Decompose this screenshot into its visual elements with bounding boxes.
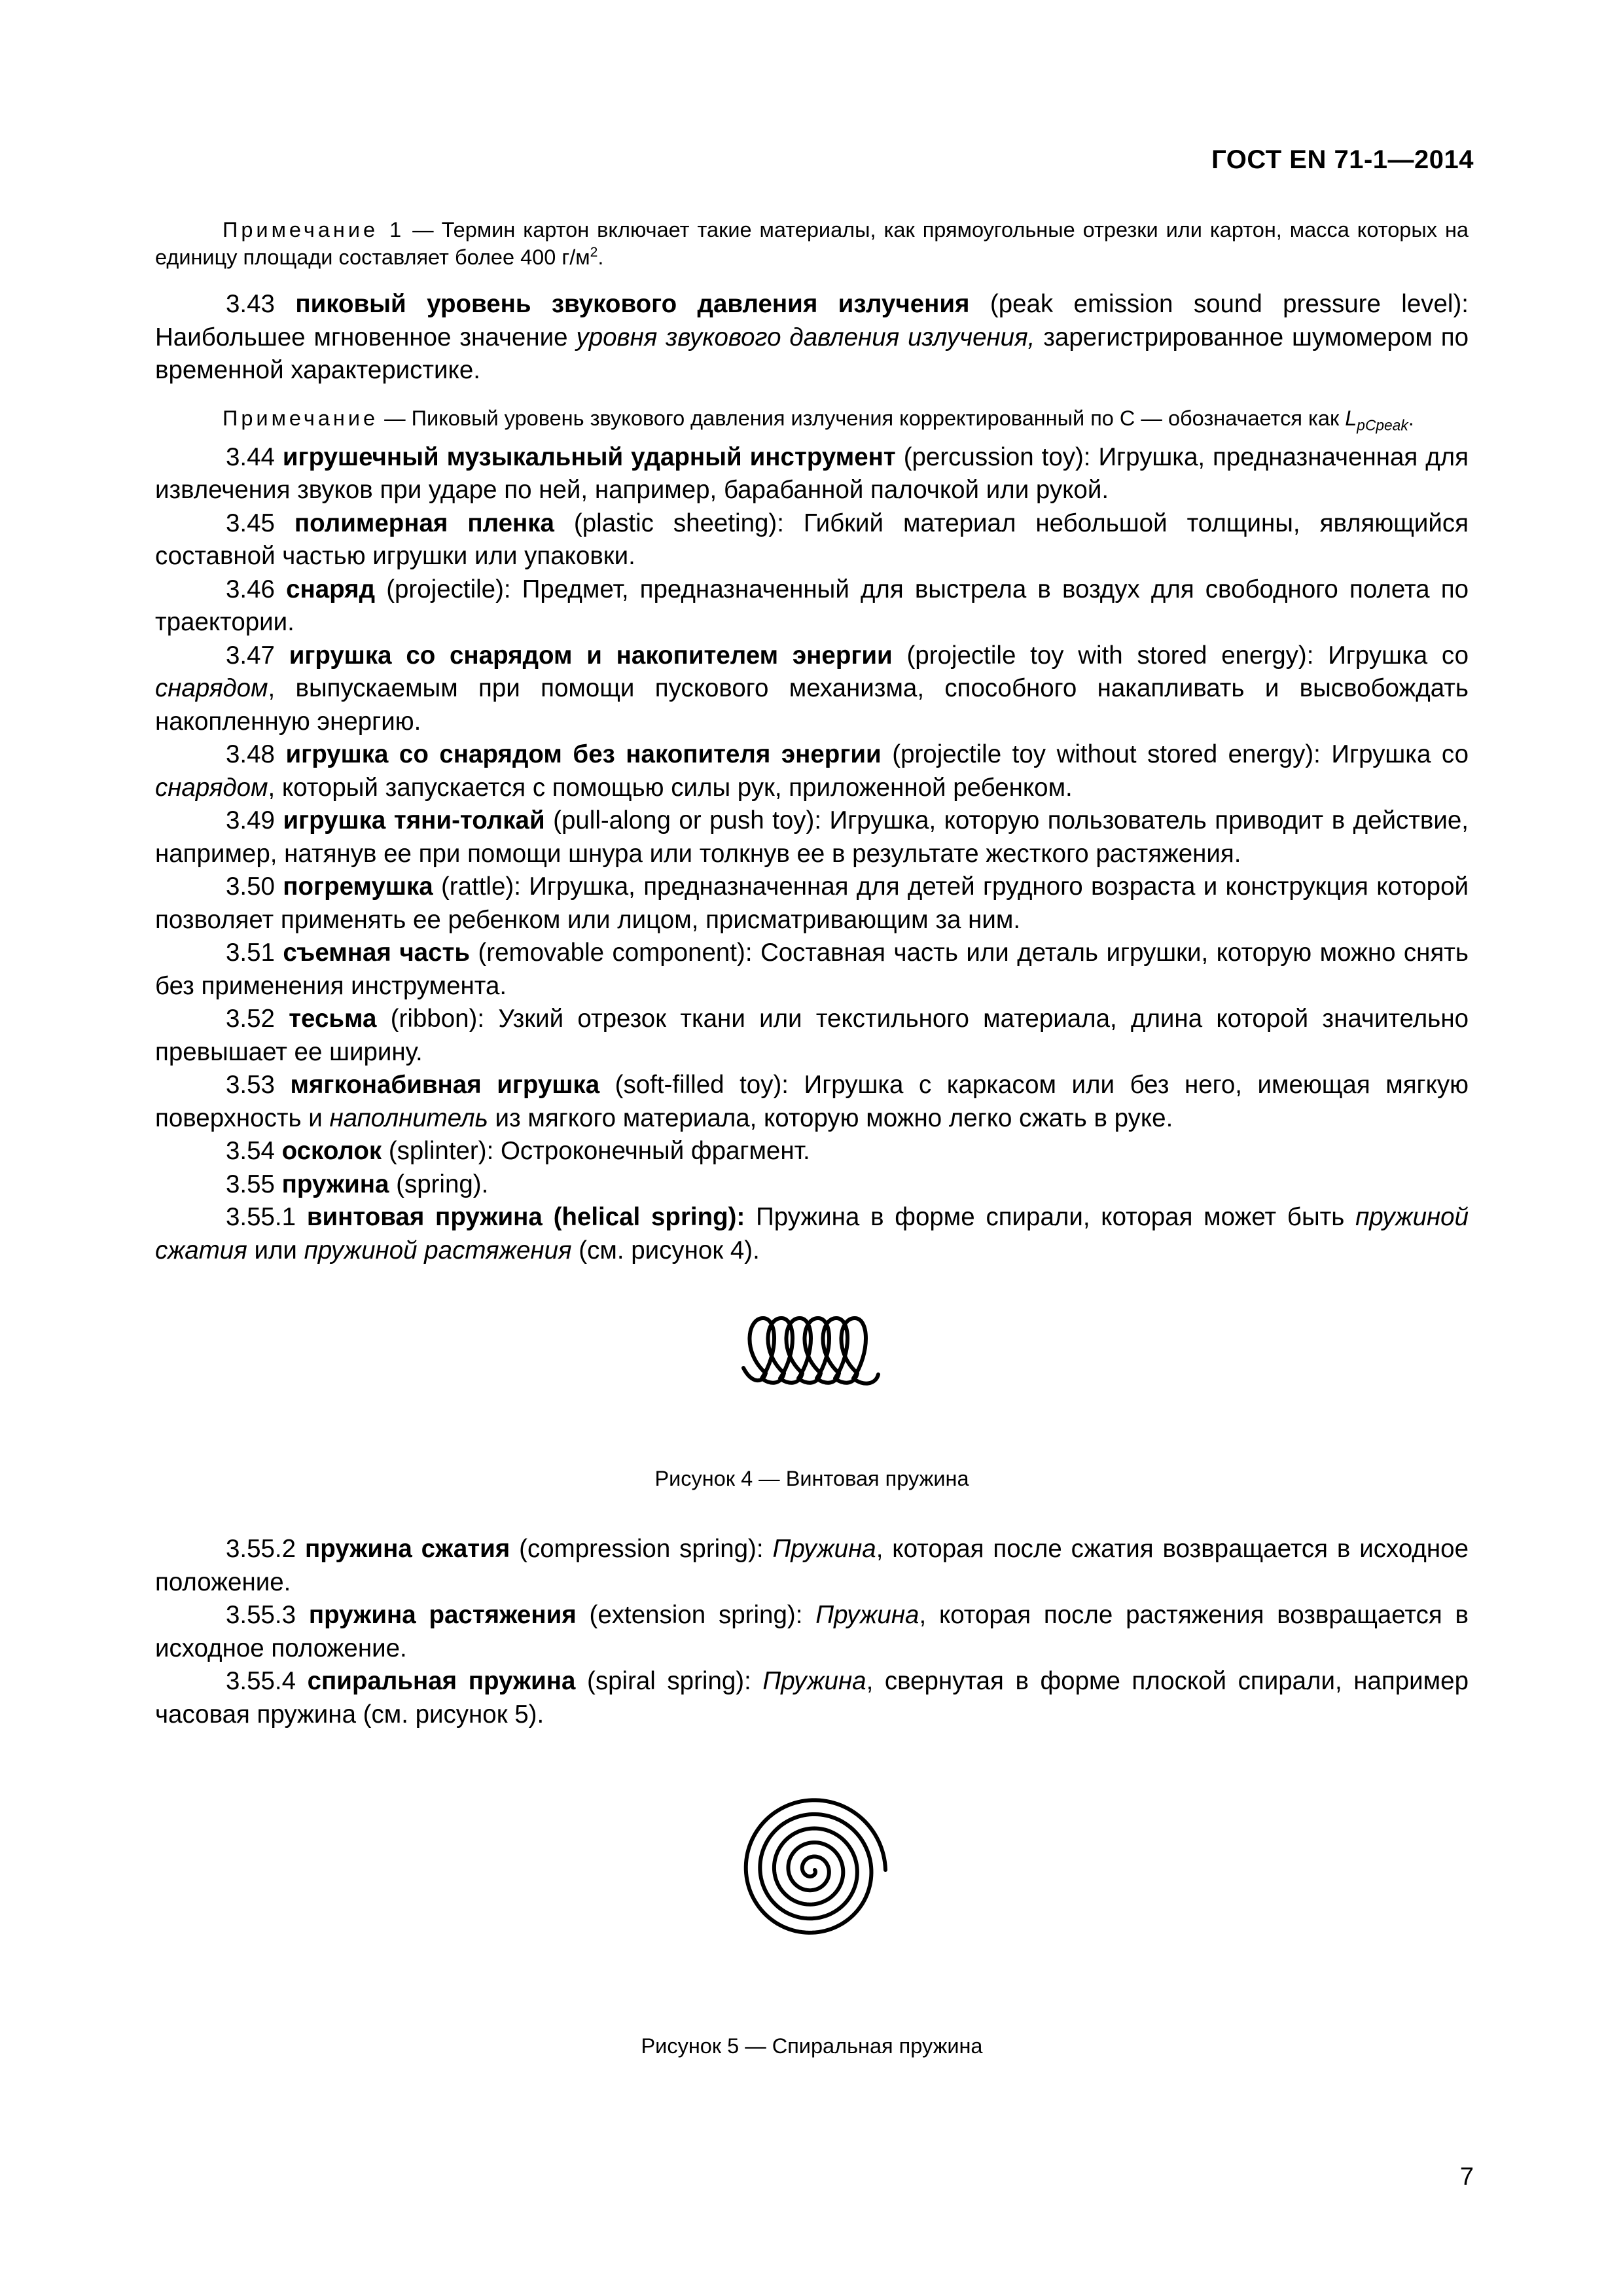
definition-3-55-4: 3.55.4 спиральная пружина (spiral spring): Пружина, свернутая в форме плоской спирали, например часовая пружина (см. рисунок 5).: [155, 1667, 1469, 1729]
term: игрушечный музыкальный ударный инструмент: [282, 442, 896, 471]
definition-3-55: 3.55 пружина (spring).: [226, 1170, 489, 1198]
definition-3-50: 3.50 погремушка (rattle): Игрушка, предназначенная для детей грудного возраста и конструкция которой позволяет применять ее ребенком или лицом, присматривающим за ним.: [155, 872, 1469, 934]
term: спиральная пружина: [307, 1667, 576, 1695]
definition-3-49: 3.49 игрушка тяни-толкай (pull-along or push toy): Игрушка, которую пользователь приводит в действие, например, натянув ее при помощи шнура или толкнув ее в результате жесткого растяжения.: [155, 806, 1469, 868]
definition-3-46: 3.46 снаряд (projectile): Предмет, предназначенный для выстрела в воздух для свободного полета по траектории.: [155, 575, 1469, 636]
note-1: Примечание 1 — Термин картон включает такие материалы, как прямоугольные отрезки или картон, масса которых на единицу площади составляет более 400 $г/м^2$.: [155, 218, 1469, 269]
note-2: Примечание — Пиковый уровень звукового давления излучения корректированный по С — обозначается как $L_{pCpeak}$.: [223, 406, 1414, 433]
term: погремушка: [283, 872, 433, 901]
definition-3-47: 3.47 игрушка со снарядом и накопителем энергии (projectile toy with stored energy): Игрушка со снарядом, выпускаемым при помощи пускового механизма, способного накапливать и высвобождать накопленную энергию.: [155, 641, 1469, 736]
term: пиковый уровень звукового давления излучения: [295, 290, 970, 318]
definition-3-52: 3.52 тесьма (ribbon): Узкий отрезок ткани или текстильного материала, длина которой значительно превышает ее ширину.: [155, 1005, 1469, 1066]
definition-3-43: 3.43 пиковый уровень звукового давления излучения (peak emission sound pressure level): Наибольшее мгновенное значение уровня звукового давления излучения, зарегистрированное шумомером по временной характеристике.: [155, 290, 1469, 384]
term: съемная часть: [283, 939, 471, 967]
helical-spring-drawing: [724, 1313, 901, 1398]
term: винтовая пружина (helical spring):: [306, 1203, 745, 1231]
definition-3-55-2: 3.55.2 пружина сжатия (compression spring): Пружина, которая после сжатия возвращается в исходное положение.: [155, 1535, 1469, 1596]
document-code: ГОСТ EN 71-1—2014: [1211, 145, 1474, 174]
term: полимерная пленка: [294, 509, 554, 537]
definition-3-53: 3.53 мягконабивная игрушка (soft-filled toy): Игрушка с каркасом или без него, имеющая мягкую поверхность и наполнитель из мягкого материала, которую можно легко сжать в руке.: [155, 1071, 1469, 1132]
definition-3-48: 3.48 игрушка со снарядом без накопителя энергии (projectile toy without stored energy): Игрушка со снарядом, который запускается с помощью силы рук, приложенной ребенком.: [155, 740, 1469, 802]
term: игрушка со снарядом и накопителем энергии: [289, 641, 893, 670]
definition-3-45: 3.45 полимерная пленка (plastic sheeting): Гибкий материал небольшой толщины, являющийся составной частью игрушки или упаковки.: [155, 509, 1469, 570]
figure-5-caption: Рисунок 5 — Спиральная пружина: [641, 2034, 983, 2058]
term: осколок: [281, 1137, 382, 1165]
term: мягконабивная игрушка: [290, 1071, 600, 1099]
figure-5: [155, 1791, 1469, 2060]
page-number: 7: [1459, 2163, 1474, 2191]
term: снаряд: [286, 575, 376, 603]
term: пружина растяжения: [308, 1601, 577, 1629]
note-label: Примечание: [223, 406, 379, 430]
term: игрушка тяни-толкай: [283, 806, 545, 834]
figure-4: [155, 1313, 1469, 1492]
term: пружина: [281, 1170, 389, 1198]
note-label: Примечание 1: [223, 218, 405, 242]
definition-3-51: 3.51 съемная часть (removable component): Составная часть или деталь игрушки, которую можно снять без применения инструмента.: [155, 939, 1469, 1000]
page-content: [155, 216, 1469, 2060]
spiral-spring-drawing: [734, 1791, 891, 1948]
term: пружина сжатия: [304, 1535, 510, 1563]
term: тесьма: [289, 1005, 377, 1033]
definition-3-44: 3.44 игрушечный музыкальный ударный инструмент (percussion toy): Игрушка, предназначенная для извлечения звуков при ударе по ней, например, барабанной палочкой или рукой.: [155, 442, 1469, 504]
definition-3-55-1: 3.55.1 винтовая пружина (helical spring): Пружина в форме спирали, которая может быть пружиной сжатия или пружиной растяжения (см. рисунок 4).: [155, 1203, 1469, 1265]
definition-3-55-3: 3.55.3 пружина растяжения (extension spring): Пружина, которая после растяжения возвращается в исходное положение.: [155, 1601, 1469, 1662]
figure-4-caption: Рисунок 4 — Винтовая пружина: [654, 1467, 969, 1490]
definition-3-54: 3.54 осколок (splinter): Остроконечный фрагмент.: [226, 1137, 810, 1165]
term: игрушка со снарядом без накопителя энергии: [285, 740, 882, 768]
